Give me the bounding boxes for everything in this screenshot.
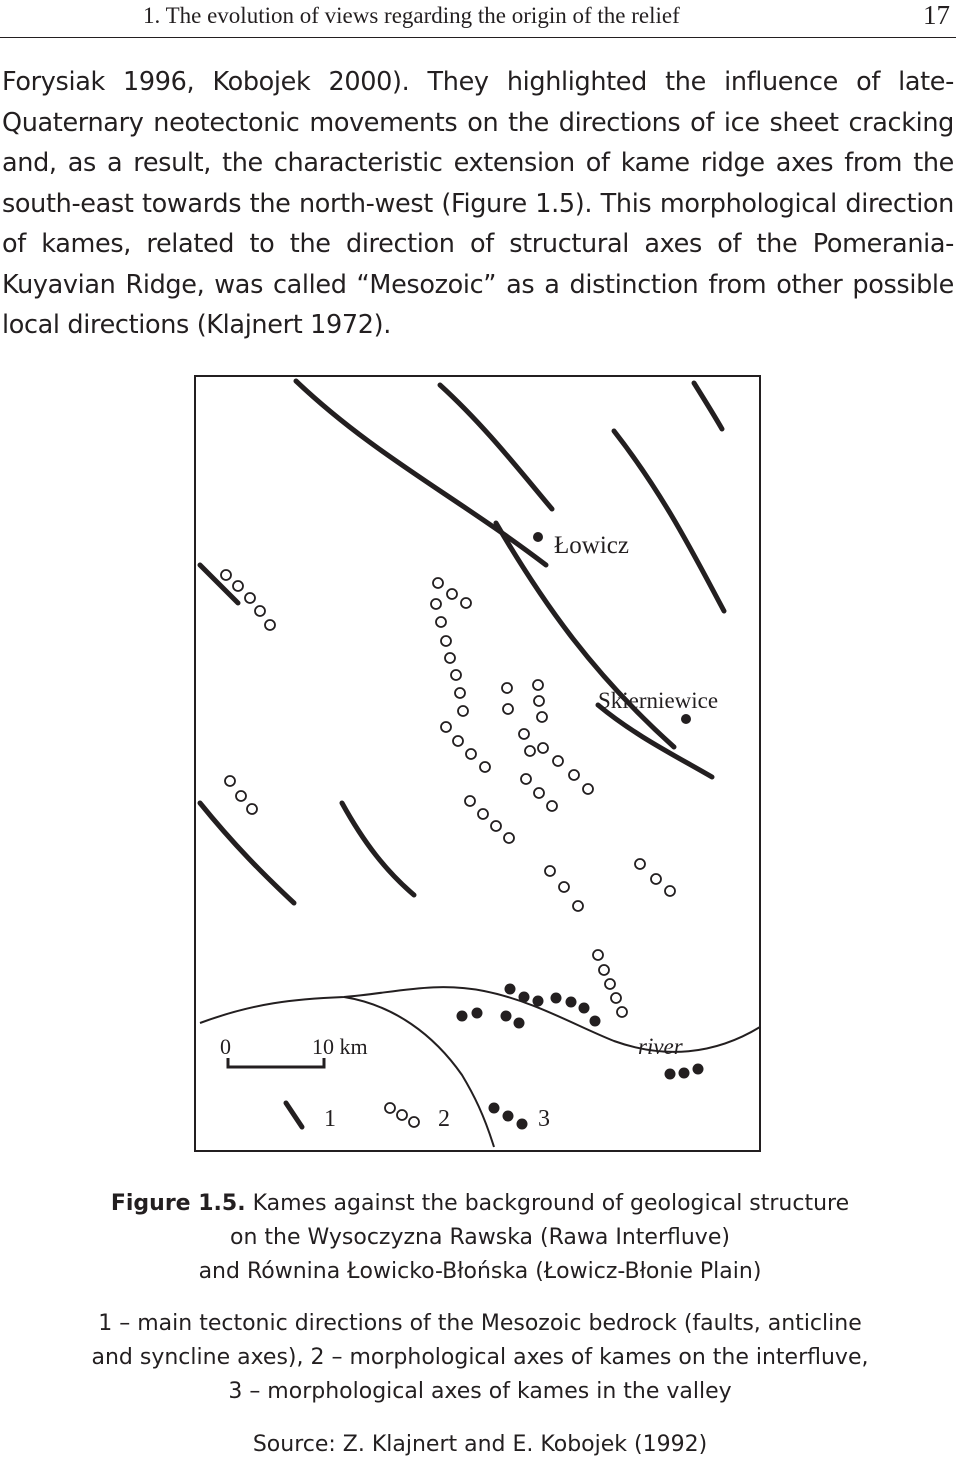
kame-open [478, 809, 488, 819]
running-title: 1. The evolution of views regarding the origin of the relief [143, 3, 680, 28]
figure-source [0, 1428, 960, 1462]
kame-filled [514, 1018, 525, 1029]
kame-open [617, 1007, 627, 1017]
kame-open [503, 704, 513, 714]
kame-open [245, 593, 255, 603]
caption-line [0, 1187, 960, 1221]
kame-filled [693, 1064, 704, 1075]
kame-open [447, 589, 457, 599]
kame-map [194, 375, 761, 1152]
kame-filled [665, 1069, 676, 1080]
kame-filled [533, 996, 544, 1007]
kame-filled [579, 1003, 590, 1014]
kame-open [504, 833, 514, 843]
kame-open [525, 746, 535, 756]
kame-open [453, 736, 463, 746]
caption-line: and Równina Łowicko-Błońska (Łowicz-Błonie Plain) [198, 1259, 762, 1284]
kame-open [521, 774, 531, 784]
kame-open [599, 965, 609, 975]
kame-open [534, 788, 544, 798]
body-paragraph [2, 62, 954, 346]
legend-text-line: 3 – morphological axes of kames in the valley [228, 1379, 732, 1404]
kame-open [651, 874, 661, 884]
kame-filled [489, 1103, 500, 1114]
kame-open [441, 722, 451, 732]
kame-open [533, 680, 543, 690]
kame-open [665, 886, 675, 896]
kame-open [573, 901, 583, 911]
kame-open [569, 770, 579, 780]
kame-open [466, 749, 476, 759]
kame-open [538, 743, 548, 753]
running-header [0, 0, 960, 40]
kame-open [537, 712, 547, 722]
figure-caption-title [0, 1187, 960, 1289]
kame-open [233, 581, 243, 591]
kame-open [593, 950, 603, 960]
town-label-skierniewice: Skierniewice [598, 688, 719, 713]
kame-filled [472, 1008, 483, 1019]
legend-text-line: and syncline axes), 2 – morphological axes of kames on the interfluve, [91, 1345, 869, 1370]
town-label-lowicz: Łowicz [554, 532, 629, 559]
kame-open [545, 866, 555, 876]
kame-open [553, 756, 563, 766]
kame-open [255, 606, 265, 616]
figure-caption-legend [0, 1307, 960, 1409]
kame-open [611, 993, 621, 1003]
kame-open [465, 796, 475, 806]
kame-filled [679, 1068, 690, 1079]
legend-label-1: 1 [324, 1106, 336, 1132]
kame-filled [566, 997, 577, 1008]
kame-filled [503, 1111, 514, 1122]
town-marker-lowicz [533, 532, 543, 542]
kame-open [436, 617, 446, 627]
kame-open [455, 688, 465, 698]
scale-start-label: 0 [220, 1034, 231, 1059]
kame-open [583, 784, 593, 794]
figure-map [194, 375, 761, 1152]
kame-filled [551, 993, 562, 1004]
kame-open [451, 670, 461, 680]
kame-open [236, 791, 246, 801]
caption-line: on the Wysoczyzna Rawska (Rawa Interfluve) [230, 1225, 730, 1250]
kame-open [265, 620, 275, 630]
kame-filled [457, 1011, 468, 1022]
river-label: river [638, 1034, 683, 1059]
kame-open [409, 1117, 419, 1127]
figure-label: Figure 1.5. [110, 1191, 246, 1216]
kame-open [458, 706, 468, 716]
kame-open [547, 801, 557, 811]
kame-open [605, 979, 615, 989]
town-marker-skierniewice [681, 714, 691, 724]
kame-filled [505, 984, 516, 995]
kame-open [502, 683, 512, 693]
kame-open [461, 598, 471, 608]
kame-open [247, 804, 257, 814]
kame-open [519, 729, 529, 739]
kame-filled [501, 1011, 512, 1022]
kame-filled [517, 1119, 528, 1130]
legend-label-2: 2 [438, 1106, 450, 1132]
kame-open [221, 570, 231, 580]
page-number: 17 [923, 0, 950, 30]
kame-open [441, 636, 451, 646]
kame-open [397, 1110, 407, 1120]
legend-label-3: 3 [538, 1106, 550, 1132]
kame-open [385, 1103, 395, 1113]
kame-filled [519, 992, 530, 1003]
caption-text: Kames against the background of geological structure [252, 1191, 850, 1216]
scale-end-label: 10 km [312, 1034, 368, 1059]
kame-open [480, 762, 490, 772]
kame-open [431, 599, 441, 609]
legend-text-line: 1 – main tectonic directions of the Mesozoic bedrock (faults, anticline [98, 1311, 862, 1336]
kame-open [635, 859, 645, 869]
kame-open [491, 821, 501, 831]
kame-open [445, 653, 455, 663]
kame-filled [590, 1016, 601, 1027]
kame-open [433, 578, 443, 588]
kame-open [559, 882, 569, 892]
header-rule [0, 37, 956, 38]
kame-open [225, 776, 235, 786]
kame-open [534, 696, 544, 706]
paragraph-text: Forysiak 1996, Kobojek 2000). They highlighted the influence of late-Quaternary neotectonic movements on the directions of ice sheet cracking and, as a result, the characteristic extension of kame ridge axes from the south-east towards the north-west (Figure 1.5). This morphological direction of kames, related to the direction of structural axes of the Pomerania-Kuyavian Ridge, was called “Mesozoic” as a distinction from other possible local directions (Klajnert 1972). [2, 67, 954, 340]
source-text: Source: Z. Klajnert and E. Kobojek (1992) [252, 1432, 708, 1457]
